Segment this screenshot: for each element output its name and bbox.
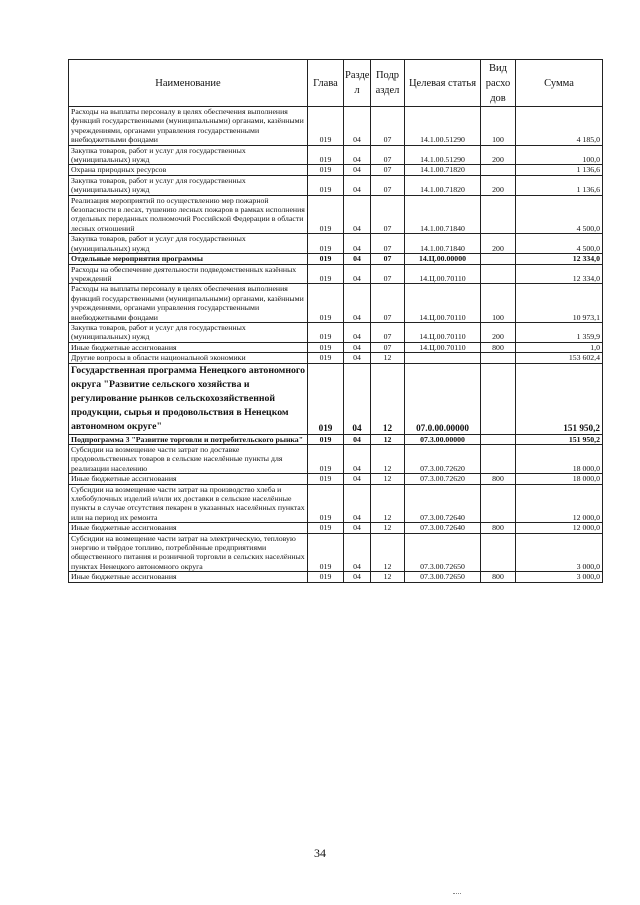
cell-expense-type	[481, 363, 516, 434]
cell-expense-type: 200	[481, 322, 516, 342]
cell-chapter: 019	[308, 145, 344, 165]
cell-chapter: 019	[308, 165, 344, 175]
cell-name: Субсидии на возмещение части затрат на производство хлеба и хлебобулочных изделий и/или их доставки в сельские населённые пункты в случае отсутствия пекарен в указанных населённых пунктах или на период их ремонта	[69, 484, 308, 523]
cell-chapter: 019	[308, 434, 344, 444]
cell-chapter: 019	[308, 195, 344, 234]
cell-chapter: 019	[308, 523, 344, 533]
cell-subsection: 07	[371, 264, 405, 284]
cell-amount: 4 500,0	[516, 234, 603, 254]
table-row	[69, 165, 603, 175]
cell-amount: 151 950,2	[516, 363, 603, 434]
cell-chapter: 019	[308, 353, 344, 363]
cell-subsection: 07	[371, 165, 405, 175]
cell-amount: 10 973,1	[516, 284, 603, 323]
header-subsection: Подр аздел	[371, 60, 405, 107]
cell-section: 04	[344, 264, 371, 284]
cell-name: Закупка товаров, работ и услуг для государственных (муниципальных) нужд	[69, 145, 308, 165]
table-row	[69, 234, 603, 254]
cell-subsection: 07	[371, 254, 405, 264]
table-body	[69, 107, 603, 583]
cell-target-article: 07.3.00.72620	[405, 474, 481, 484]
cell-section: 04	[344, 444, 371, 473]
table-row	[69, 145, 603, 165]
cell-name: Закупка товаров, работ и услуг для государственных (муниципальных) нужд	[69, 175, 308, 195]
cell-section: 04	[344, 434, 371, 444]
table-row	[69, 195, 603, 234]
cell-section: 04	[344, 353, 371, 363]
cell-target-article: 07.3.00.00000	[405, 434, 481, 444]
cell-expense-type: 200	[481, 234, 516, 254]
cell-amount: 1,0	[516, 342, 603, 352]
cell-expense-type: 800	[481, 572, 516, 582]
cell-subsection: 07	[371, 195, 405, 234]
cell-target-article: 07.3.00.72640	[405, 523, 481, 533]
cell-subsection: 07	[371, 107, 405, 146]
table-header-row	[69, 60, 603, 107]
cell-name: Реализация мероприятий по осуществлению мер пожарной безопасности в лесах, тушению лесных пожаров в рамках исполнения отдельных переданных полномочий Российской Федерации в области лесных отношений	[69, 195, 308, 234]
cell-section: 04	[344, 533, 371, 572]
table-row	[69, 342, 603, 352]
cell-expense-type: 200	[481, 145, 516, 165]
cell-target-article: 14.Ц.00.70110	[405, 284, 481, 323]
cell-amount: 12 000,0	[516, 484, 603, 523]
header-section: Разде л	[344, 60, 371, 107]
cell-target-article: 14.1.00.71840	[405, 195, 481, 234]
cell-subsection: 12	[371, 353, 405, 363]
cell-amount: 3 000,0	[516, 533, 603, 572]
cell-subsection: 12	[371, 434, 405, 444]
cell-amount: 3 000,0	[516, 572, 603, 582]
cell-section: 04	[344, 523, 371, 533]
table-row	[69, 363, 603, 434]
cell-name: Отдельные мероприятия программы	[69, 254, 308, 264]
cell-section: 04	[344, 342, 371, 352]
table-row	[69, 474, 603, 484]
cell-target-article: 14.1.00.71840	[405, 234, 481, 254]
cell-expense-type	[481, 353, 516, 363]
cell-amount: 1 136,6	[516, 165, 603, 175]
cell-chapter: 019	[308, 533, 344, 572]
cell-expense-type: 800	[481, 523, 516, 533]
cell-subsection: 07	[371, 234, 405, 254]
cell-name: Другие вопросы в области национальной экономики	[69, 353, 308, 363]
table-row	[69, 254, 603, 264]
table-row	[69, 484, 603, 523]
cell-section: 04	[344, 322, 371, 342]
cell-expense-type: 100	[481, 284, 516, 323]
cell-amount: 18 000,0	[516, 474, 603, 484]
cell-target-article: 14.1.00.51290	[405, 145, 481, 165]
cell-target-article: 07.3.00.72640	[405, 484, 481, 523]
cell-chapter: 019	[308, 444, 344, 473]
cell-name: Расходы на выплаты персоналу в целях обеспечения выполнения функций государственными (муниципальными) органами, казёнными учреждениями, органами управления государственными внебюджетными фондами	[69, 107, 308, 146]
table-row	[69, 175, 603, 195]
cell-expense-type	[481, 444, 516, 473]
header-target-article: Целевая статья	[405, 60, 481, 107]
cell-target-article: 07.3.00.72650	[405, 533, 481, 572]
cell-section: 04	[344, 484, 371, 523]
table-row	[69, 264, 603, 284]
cell-expense-type	[481, 484, 516, 523]
cell-amount: 1 359,9	[516, 322, 603, 342]
cell-name: Субсидии на возмещение части затрат по доставке продовольственных товаров в сельские населённые пункты для реализации населению	[69, 444, 308, 473]
cell-amount: 100,0	[516, 145, 603, 165]
cell-subsection: 12	[371, 484, 405, 523]
cell-expense-type	[481, 264, 516, 284]
cell-expense-type: 200	[481, 175, 516, 195]
budget-table	[68, 59, 603, 583]
cell-name: Иные бюджетные ассигнования	[69, 523, 308, 533]
cell-subsection: 12	[371, 444, 405, 473]
header-chapter: Глава	[308, 60, 344, 107]
header-expense-type: Вид расхо дов	[481, 60, 516, 107]
table-row	[69, 523, 603, 533]
cell-target-article: 07.3.00.72620	[405, 444, 481, 473]
cell-name: Расходы на обеспечение деятельности подведомственных казённых учреждений	[69, 264, 308, 284]
cell-section: 04	[344, 572, 371, 582]
cell-section: 04	[344, 145, 371, 165]
cell-section: 04	[344, 165, 371, 175]
cell-target-article	[405, 353, 481, 363]
table-row	[69, 322, 603, 342]
cell-chapter: 019	[308, 572, 344, 582]
table-row	[69, 284, 603, 323]
cell-subsection: 12	[371, 474, 405, 484]
cell-name: Расходы на выплаты персоналу в целях обеспечения выполнения функций государственными (муниципальными) органами, казёнными учреждениями, органами управления государственными внебюджетными фондами	[69, 284, 308, 323]
cell-target-article: 07.3.00.72650	[405, 572, 481, 582]
cell-subsection: 07	[371, 284, 405, 323]
cell-expense-type	[481, 254, 516, 264]
cell-expense-type	[481, 165, 516, 175]
cell-name: Иные бюджетные ассигнования	[69, 572, 308, 582]
table-row	[69, 107, 603, 146]
cell-subsection: 07	[371, 342, 405, 352]
cell-expense-type: 800	[481, 342, 516, 352]
cell-amount: 12 000,0	[516, 523, 603, 533]
cell-amount: 18 000,0	[516, 444, 603, 473]
table-row	[69, 434, 603, 444]
page-number: 34	[314, 846, 326, 860]
cell-subsection: 07	[371, 145, 405, 165]
cell-name: Охрана природных ресурсов	[69, 165, 308, 175]
cell-section: 04	[344, 175, 371, 195]
cell-section: 04	[344, 474, 371, 484]
cell-name: Иные бюджетные ассигнования	[69, 342, 308, 352]
cell-section: 04	[344, 234, 371, 254]
cell-chapter: 019	[308, 107, 344, 146]
cell-amount: 12 334,0	[516, 254, 603, 264]
cell-chapter: 019	[308, 484, 344, 523]
cell-section: 04	[344, 107, 371, 146]
cell-amount: 1 136,6	[516, 175, 603, 195]
cell-section: 04	[344, 363, 371, 434]
scan-mark	[453, 890, 461, 894]
cell-subsection: 12	[371, 363, 405, 434]
table-row	[69, 353, 603, 363]
cell-subsection: 12	[371, 533, 405, 572]
cell-amount: 4 500,0	[516, 195, 603, 234]
budget-table-container	[68, 59, 602, 583]
cell-chapter: 019	[308, 264, 344, 284]
cell-chapter: 019	[308, 254, 344, 264]
cell-chapter: 019	[308, 322, 344, 342]
cell-chapter: 019	[308, 363, 344, 434]
cell-name: Иные бюджетные ассигнования	[69, 474, 308, 484]
cell-target-article: 14.1.00.71820	[405, 175, 481, 195]
cell-target-article: 14.Ц.00.70110	[405, 264, 481, 284]
cell-expense-type: 800	[481, 474, 516, 484]
cell-expense-type	[481, 533, 516, 572]
cell-chapter: 019	[308, 474, 344, 484]
cell-target-article: 14.Ц.00.00000	[405, 254, 481, 264]
cell-expense-type: 100	[481, 107, 516, 146]
cell-amount: 151 950,2	[516, 434, 603, 444]
cell-name: Подпрограмма 3 "Развитие торговли и потребительского рынка"	[69, 434, 308, 444]
cell-name: Субсидии на возмещение части затрат на электрическую, тепловую энергию и твёрдое топливо, потреблённые предприятиями общественного питания и розничной торговли в сельских населённых пунктах Ненецкого автономного округа	[69, 533, 308, 572]
cell-target-article: 14.Ц.00.70110	[405, 342, 481, 352]
cell-expense-type	[481, 195, 516, 234]
cell-expense-type	[481, 434, 516, 444]
cell-target-article: 14.1.00.71820	[405, 165, 481, 175]
cell-chapter: 019	[308, 342, 344, 352]
cell-amount: 153 602,4	[516, 353, 603, 363]
cell-chapter: 019	[308, 234, 344, 254]
cell-subsection: 07	[371, 175, 405, 195]
cell-name: Закупка товаров, работ и услуг для государственных (муниципальных) нужд	[69, 234, 308, 254]
header-name: Наименование	[69, 60, 308, 107]
cell-section: 04	[344, 254, 371, 264]
cell-amount: 12 334,0	[516, 264, 603, 284]
cell-subsection: 12	[371, 572, 405, 582]
cell-target-article: 07.0.00.00000	[405, 363, 481, 434]
cell-section: 04	[344, 195, 371, 234]
table-row	[69, 444, 603, 473]
header-amount: Сумма	[516, 60, 603, 107]
cell-subsection: 07	[371, 322, 405, 342]
cell-target-article: 14.1.00.51290	[405, 107, 481, 146]
cell-subsection: 12	[371, 523, 405, 533]
table-row	[69, 533, 603, 572]
cell-name: Закупка товаров, работ и услуг для государственных (муниципальных) нужд	[69, 322, 308, 342]
cell-amount: 4 185,0	[516, 107, 603, 146]
cell-name: Государственная программа Ненецкого автономного округа "Развитие сельского хозяйства и регулирование рынков сельскохозяйственной продукции, сырья и продовольствия в Ненецком автономном округе"	[69, 363, 308, 434]
table-row	[69, 572, 603, 582]
cell-chapter: 019	[308, 175, 344, 195]
cell-section: 04	[344, 284, 371, 323]
cell-target-article: 14.Ц.00.70110	[405, 322, 481, 342]
cell-chapter: 019	[308, 284, 344, 323]
